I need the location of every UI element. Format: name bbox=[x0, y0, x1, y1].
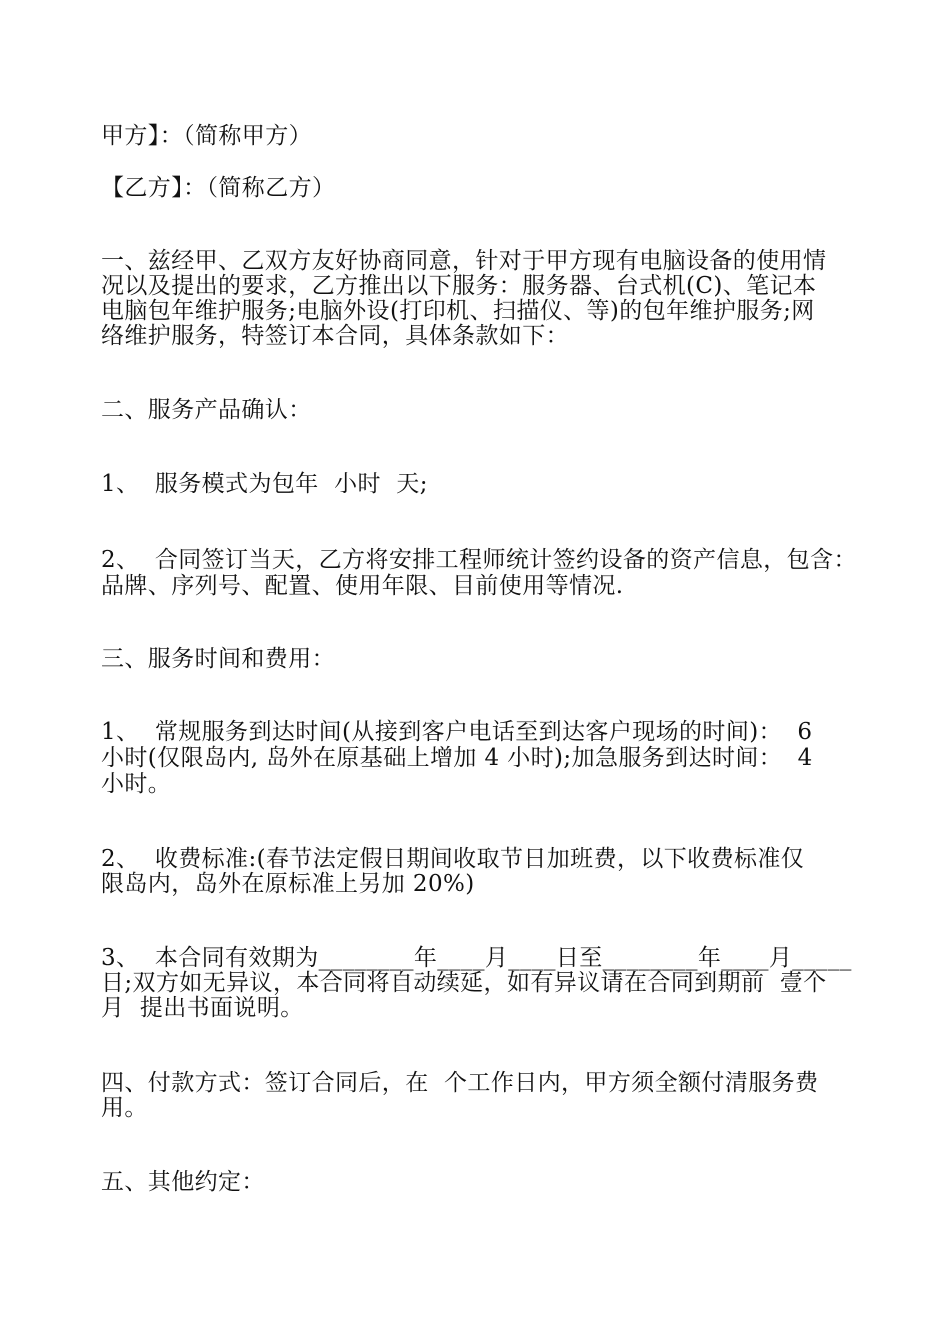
section4-line2: 用。 bbox=[101, 1095, 148, 1121]
section1-line2: 况以及提出的要求，乙方推出以下服务：服务器、台式机(C)、笔记本 bbox=[101, 273, 817, 299]
section1-line3: 电脑包年维护服务;电脑外设(打印机、扫描仪、等)的包年维护服务;网 bbox=[101, 298, 815, 324]
section5-heading: 五、其他约定： bbox=[101, 1169, 265, 1195]
section4-line1: 四、付款方式：签订合同后，在 个工作日内，甲方须全额付清服务费 bbox=[101, 1070, 819, 1096]
section3-item3-line2: 日;双方如无异议，本合同将自动续延，如有异议请在合同到期前 壹个 bbox=[101, 970, 827, 996]
section3-heading: 三、服务时间和费用： bbox=[101, 646, 335, 672]
party-b-line: 【乙方】：（简称乙方） bbox=[101, 175, 336, 201]
section3-item2-line2: 限岛内，岛外在原标准上另加 20%) bbox=[101, 871, 475, 897]
section3-item1-line3: 小时。 bbox=[101, 771, 172, 797]
section3-item3-line3: 月 提出书面说明。 bbox=[101, 995, 304, 1021]
section3-item1-line2: 小时(仅限岛内, 岛外在原基础上增加 4 小时);加急服务到达时间： 4 bbox=[101, 745, 813, 771]
section2-item2-line2: 品牌、序列号、配置、使用年限、目前使用等情况. bbox=[101, 573, 624, 599]
section1-line1: 一、兹经甲、乙双方友好协商同意，针对于甲方现有电脑设备的使用情 bbox=[101, 248, 827, 274]
section3-item1-line1: 1、 常规服务到达时间(从接到客户电话至到达客户现场的时间)： 6 bbox=[101, 719, 813, 745]
section1-line4: 络维护服务，特签订本合同，具体条款如下： bbox=[101, 323, 569, 349]
section2-item1: 1、 服务模式为包年 小时 天; bbox=[101, 471, 428, 497]
section2-heading: 二、服务产品确认： bbox=[101, 397, 312, 423]
section3-item2-line1: 2、 收费标准:(春节法定假日期间收取节日加班费，以下收费标准仅 bbox=[101, 846, 805, 872]
party-a-line: 甲方】：（简称甲方） bbox=[101, 123, 312, 149]
section2-item2-line1: 2、 合同签订当天，乙方将安排工程师统计签约设备的资产信息，包含： bbox=[101, 547, 857, 573]
section3-item3-line1: 3、 本合同有效期为________年____月____日至________年____月_____ bbox=[101, 945, 852, 971]
